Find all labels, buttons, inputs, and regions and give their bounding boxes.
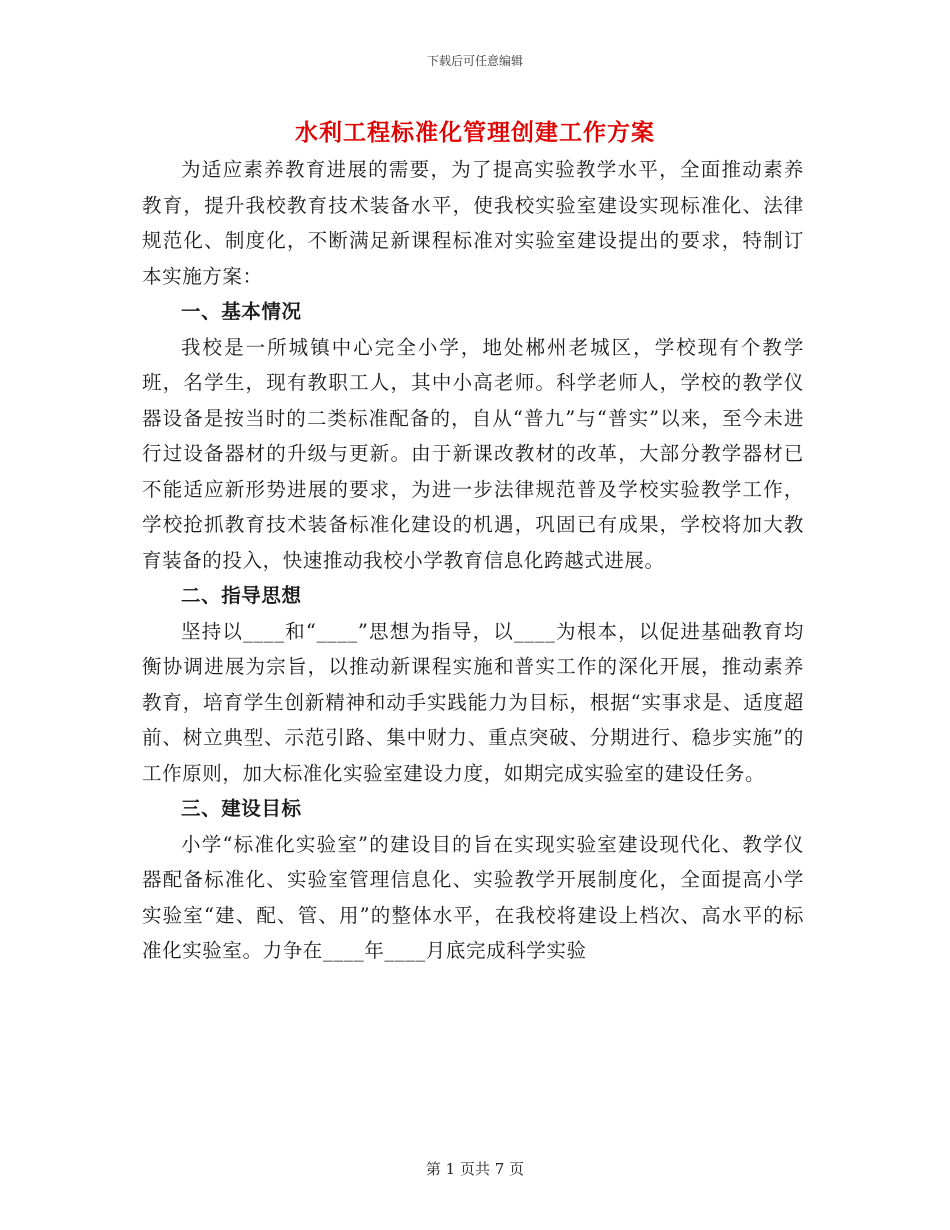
section-body-basic-situation: 我校是一所城镇中心完全小学，地处郴州老城区，学校现有个教学班，名学生，现有教职工人，其中小高老师。科学老师人，学校的教学仪器设备是按当时的二类标准配备的，自从“普九”与“普实”以来，至今未进行过设备器材的升级与更新。由于新课改教材的改革，大部分教学器材已不能适应新形势进展的要求，为进一步法律规范普及学校实验教学工作，学校抢抓教育技术装备标准化建设的机遇，巩固已有成果，学校将加大教育装备的投入，快速推动我校小学教育信息化跨越式进展。 bbox=[142, 335, 804, 572]
section-heading-guiding-ideology: 二、指导思想 bbox=[181, 584, 302, 607]
document-title: 水利工程标准化管理创建工作方案 bbox=[295, 119, 655, 146]
section-heading-construction-goals: 三、建设目标 bbox=[181, 797, 302, 820]
section-body-construction-goals: 小学“标准化实验室”的建设目的旨在实现实验室建设现代化、教学仪器配备标准化、实验室管理信息化、实验教学开展制度化，全面提高小学实验室“建、配、管、用”的整体水平，在我校将建设上档次、高水平的标准化实验室。力争在____年____月底完成科学实验 bbox=[142, 832, 804, 962]
header-note: 下载后可任意编辑 bbox=[426, 54, 523, 68]
intro-paragraph: 为适应素养教育进展的需要，为了提高实验教学水平，全面推动素养教育，提升我校教育技术装备水平，使我校实验室建设实现标准化、法律规范化、制度化，不断满足新课程标准对实验室建设提出的要求，特制订本实施方案： bbox=[142, 158, 804, 288]
section-heading-basic-situation: 一、基本情况 bbox=[181, 300, 302, 323]
section-body-guiding-ideology: 坚持以____和“____”思想为指导，以____为根本，以促进基础教育均衡协调进展为宗旨，以推动新课程实施和普实工作的深化开展，推动素养教育，培育学生创新精神和动手实践能力为目标，根据“实事求是、适度超前、树立典型、示范引路、集中财力、重点突破、分期进行、稳步实施”的工作原则，加大标准化实验室建设力度，如期完成实验室的建设任务。 bbox=[142, 619, 804, 785]
page-number: 第 1 页共 7 页 bbox=[425, 1160, 525, 1178]
document-body bbox=[142, 152, 804, 969]
